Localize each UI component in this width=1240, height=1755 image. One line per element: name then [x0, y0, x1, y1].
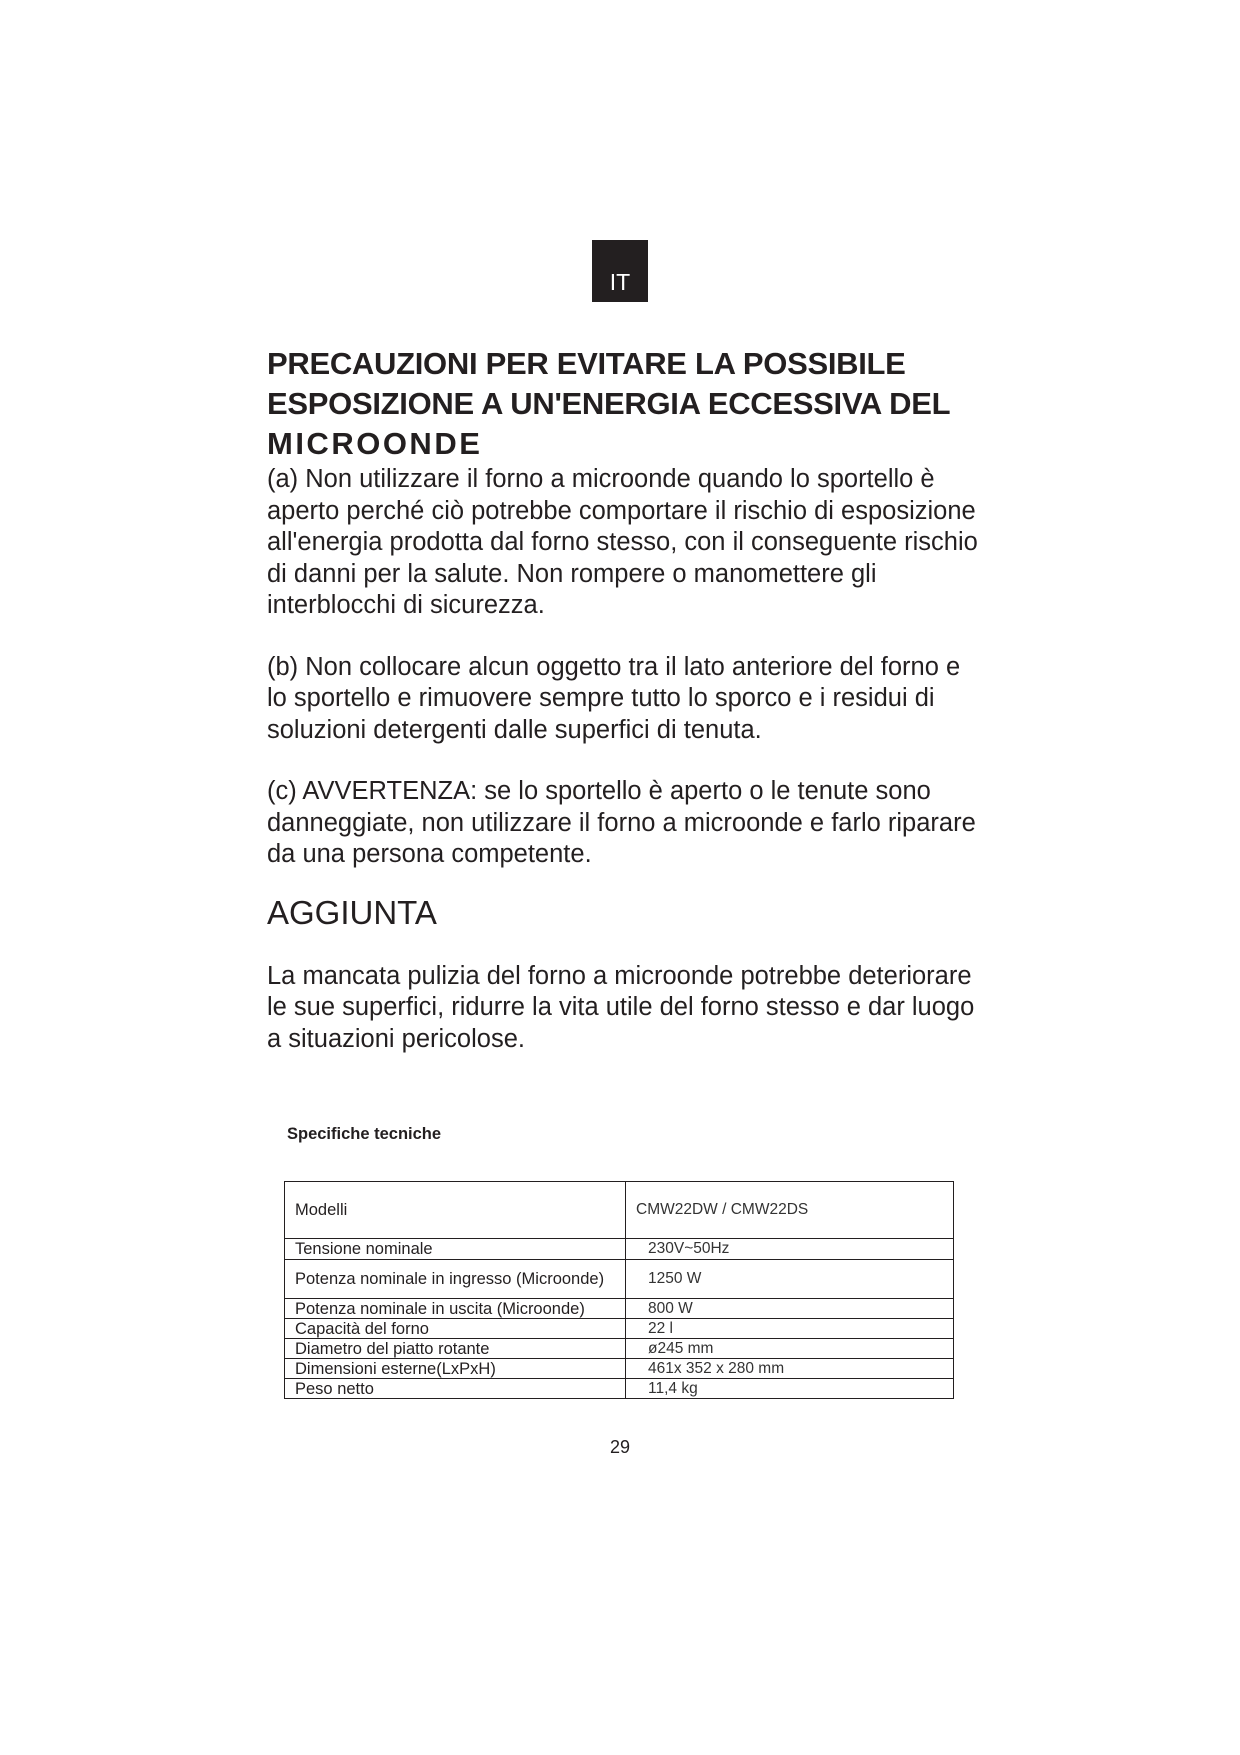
spec-label: Dimensioni esterne(LxPxH) — [285, 1359, 626, 1379]
spec-value: 800 W — [626, 1299, 954, 1319]
table-row — [285, 1182, 954, 1239]
main-content — [267, 344, 987, 1055]
table-row — [285, 1260, 954, 1299]
paragraph-b: (b) Non collocare alcun oggetto tra il lato anteriore del forno e lo sportello e rimuovere sempre tutto lo sporco e i residui di soluzioni detergenti dalle superfici di tenuta. — [267, 652, 961, 744]
spec-value: 22 l — [626, 1319, 954, 1339]
spec-label: Potenza nominale in uscita (Microonde) — [285, 1299, 626, 1319]
table-row — [285, 1299, 954, 1319]
specs-title: Specifiche tecniche — [287, 1125, 442, 1143]
spec-value: 1250 W — [626, 1260, 954, 1299]
spec-value: ø245 mm — [626, 1339, 954, 1359]
addendum-heading: AGGIUNTA — [267, 893, 437, 931]
spec-label: Peso netto — [285, 1379, 626, 1399]
page-title-line-2: ESPOSIZIONE A UN'ENERGIA ECCESSIVA DEL — [267, 386, 951, 421]
spec-value: 230V~50Hz — [626, 1239, 954, 1260]
table-row — [285, 1239, 954, 1260]
language-badge-label: IT — [609, 269, 631, 295]
spec-label: Modelli — [285, 1182, 626, 1239]
table-row — [285, 1319, 954, 1339]
spec-label: Potenza nominale in ingresso (Microonde) — [285, 1260, 626, 1299]
page-title-line-1: PRECAUZIONI PER EVITARE LA POSSIBILE — [267, 346, 906, 381]
spec-label: Capacità del forno — [285, 1319, 626, 1339]
page-title-line-3: MICROONDE — [267, 426, 483, 461]
spec-label: Tensione nominale — [285, 1239, 626, 1260]
paragraph-c: (c) AVVERTENZA: se lo sportello è aperto o le tenute sono danneggiate, non utilizzare il forno a microonde e farlo riparare da una persona competente. — [267, 777, 976, 868]
table-row — [285, 1359, 954, 1379]
spec-label: Diametro del piatto rotante — [285, 1339, 626, 1359]
page-number: 29 — [609, 1437, 631, 1457]
spec-value: 11,4 kg — [626, 1379, 954, 1399]
paragraph-a: (a) Non utilizzare il forno a microonde quando lo sportello è aperto perché ciò potrebbe comportare il rischio di esposizione all'energia prodotta dal forno stesso, con il conseguente rischio di danni per la salute. Non rompere o manomettere gli interblocchi di sicurezza. — [267, 465, 978, 619]
page-title — [267, 344, 987, 464]
specs-table — [284, 1181, 954, 1399]
addendum-text: La mancata pulizia del forno a microonde potrebbe deteriorare le sue superfici, ridurre la vita utile del forno stesso e dar luogo a situazioni pericolose. — [267, 961, 975, 1053]
spec-value: CMW22DW / CMW22DS — [626, 1182, 954, 1239]
table-row — [285, 1379, 954, 1399]
language-badge — [592, 240, 648, 302]
table-row — [285, 1339, 954, 1359]
spec-value: 461x 352 x 280 mm — [626, 1359, 954, 1379]
